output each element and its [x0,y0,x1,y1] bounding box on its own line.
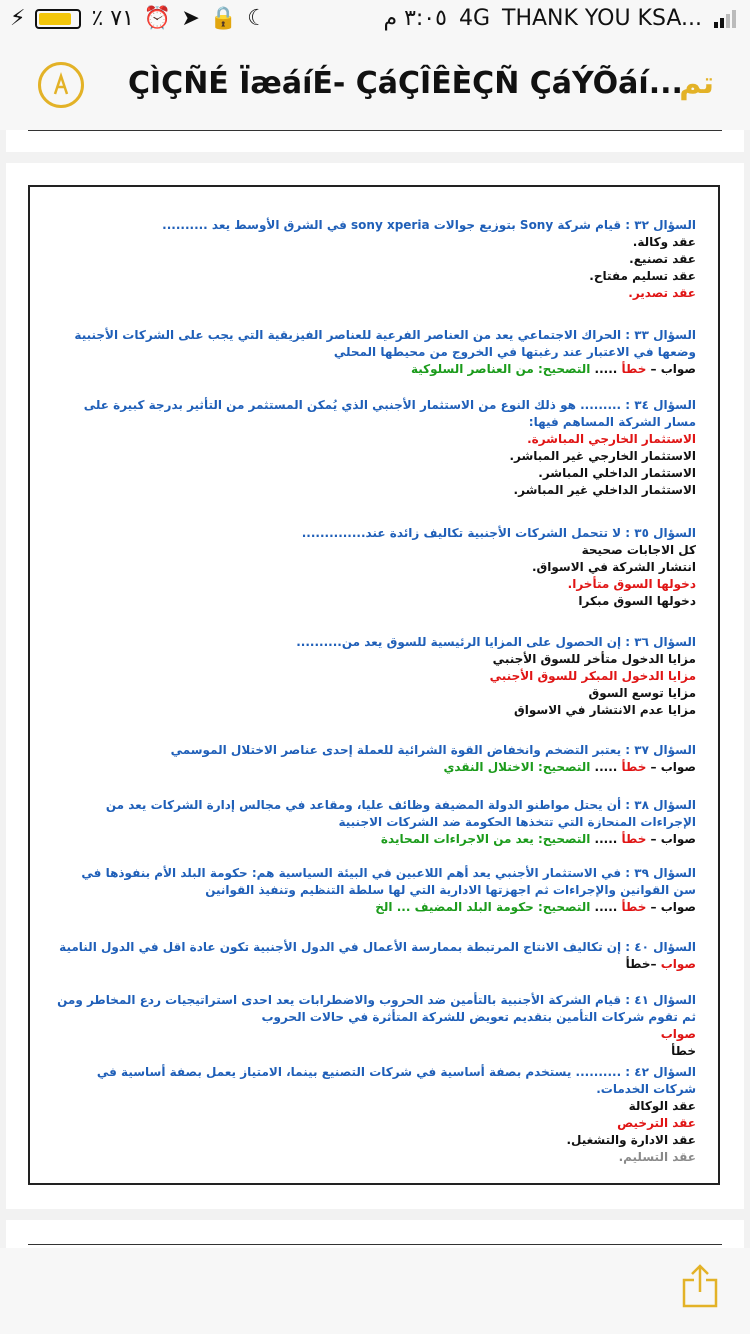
battery-percent: ٪ ٧١ [91,6,134,31]
answer-option: عقد وكالة. [632,235,696,249]
question-text: السؤال ٣٨ : أن يحتل مواطنو الدولة المضيفة وظائف عليا، ومقاعد في مجالس إدارة الشركات يعد من الإجراءات المنحازة التي تتخذها الحكومة ضد الشركات الاجنبية [105,798,696,829]
bottom-toolbar [0,1248,750,1334]
question-text: السؤال ٤٠ : إن تكاليف الانتاج المرتبطة بممارسة الأعمال في الدول الأجنبية تكون عادة اقل في الدول النامية [59,940,696,954]
charging-icon: ⚡ [10,6,26,31]
answer-option: مزايا عدم الانتشار في الاسواق [514,703,696,717]
question-block [56,939,696,973]
correct-option: دخولها السوق متأخرا. [567,577,696,591]
correction-text: التصحيح: حكومة البلد المضيف ... الخ [375,900,591,914]
correct-option: عقد الترخيص [617,1116,696,1130]
pen-icon [48,72,74,98]
question-block [56,634,696,719]
answer-option: مزايا الدخول متأخر للسوق الأجنبي [492,652,696,666]
question-block [56,327,696,378]
rotation-lock-icon: 🔒 [209,6,238,31]
question-text: السؤال ٣٥ : لا تتحمل الشركات الأجنبية تكاليف زائدة عند.............. [301,526,696,540]
question-block [56,797,696,848]
answer-option: انتشار الشركة في الاسواق. [532,560,696,574]
answer-false-label: خطأ [625,957,651,971]
answer-false-label: خطأ [621,362,647,376]
correction-text: التصحيح: من العناصر السلوكية [410,362,591,376]
answer-option: عقد تسليم مفتاح. [589,269,696,283]
answer-true-label: صواب – [646,900,696,914]
answer-line [56,899,696,916]
correction-text: التصحيح: الاختلال النقدي [443,760,591,774]
signal-icon [714,10,736,28]
answer-false-label: خطأ [671,1044,696,1058]
document-title: ÇÌÇÑÉ ÏæáíÉ- ÇáÇÎÊÈÇÑ ÇáÝÕáí... [128,66,683,101]
document-frame [28,185,720,1185]
answer-false-label: خطأ [621,760,647,774]
correct-option: الاستثمار الخارجي المباشرة. [527,432,696,446]
location-icon: ➤ [181,6,200,31]
question-block [56,525,696,610]
done-button[interactable]: تم [679,66,714,101]
next-page [6,1220,744,1250]
markup-button[interactable] [38,62,84,108]
answer-separator: ..... [590,362,622,376]
answer-option: الاستثمار الخارجي غير المباشر. [509,449,696,463]
question-text: السؤال ٣٦ : إن الحصول على المزايا الرئيسية للسوق يعد من.......... [296,635,696,649]
answer-option: الاستثمار الداخلي المباشر. [538,466,696,480]
answer-option: عقد التسليم. [618,1150,696,1164]
question-block [56,992,696,1060]
clock: ٣:٠٥ م [383,6,447,31]
correct-option: عقد تصدير. [628,286,696,300]
moon-icon: ☾ [247,6,267,31]
answer-line [56,759,696,776]
answer-separator: ..... [590,900,622,914]
question-block [56,865,696,916]
answer-option: مزايا توسع السوق [588,686,696,700]
alarm-icon: ⏰ [143,6,172,31]
answer-true-label: صواب [660,957,696,971]
answer-false-label: خطأ [621,900,647,914]
answer-true-label: صواب – [646,362,696,376]
correct-option: مزايا الدخول المبكر للسوق الأجنبي [489,669,696,683]
carrier-name: THANK YOU KSA... [502,6,702,31]
answer-separator: ..... [590,832,622,846]
answer-option: الاستثمار الداخلي غير المباشر. [513,483,696,497]
status-bar [0,0,750,40]
question-block [56,217,696,302]
previous-page [6,130,744,152]
answer-true-label: صواب [660,1027,696,1041]
question-block [56,397,696,499]
question-text: السؤال ٣٤ : ......... هو ذلك النوع من الاستثمار الأجنبي الذي يُمكن المستثمر من التأثير بدرجة كبيرة على مسار الشركة المساهم فيها: [83,398,696,429]
answer-separator: ..... [590,760,622,774]
answer-true-label: صواب – [646,832,696,846]
question-block [56,742,696,776]
answer-option: دخولها السوق مبكرا [578,594,696,608]
question-text: السؤال ٣٣ : الحراك الاجتماعي يعد من العناصر الفرعية للعناصر الفيزيقية التي يجب على الشركات الأجنبية وضعها في الاعتبار عند رغبتها في الخروج من محيطها المحلي [74,328,696,359]
answer-option: عقد تصنيع. [629,252,696,266]
answer-line [56,956,696,973]
network-type: 4G [458,6,490,31]
answer-false-label: خطأ [621,832,647,846]
battery-icon [35,9,81,29]
answer-separator: – [650,957,661,971]
answer-option: عقد الادارة والتشغيل. [566,1133,696,1147]
question-text: السؤال ٤١ : قيام الشركة الأجنبية بالتأمين ضد الحروب والاضطرابات يعد احدى استراتيجيات ردع المخاطر ومن ثم تقوم شركات التأمين بتقديم تعويض للشركة المتأثرة في حالات الحروب [57,993,696,1024]
answer-option: كل الاجابات صحيحة [581,543,696,557]
answer-line [56,831,696,848]
answer-line [56,361,696,378]
answer-option: عقد الوكالة [628,1099,696,1113]
question-text: السؤال ٤٢ : .......... يستخدم بصفة أساسية في شركات التصنيع بينما، الامتياز يعمل بصفة أساسية في شركات الخدمات. [96,1065,696,1096]
share-icon[interactable] [682,1264,718,1308]
answer-true-label: صواب – [646,760,696,774]
question-text: السؤال ٣٢ : قيام شركة Sony بتوزيع جوالات sony xperia في الشرق الأوسط يعد .......... [162,218,696,232]
status-left [10,6,267,31]
question-block [56,1064,696,1166]
status-right [383,6,736,31]
question-text: السؤال ٣٧ : يعتبر التضخم وانخفاض القوة الشرائية للعملة إحدى عناصر الاختلال الموسمي [170,743,696,757]
correction-text: التصحيح: يعد من الاجراءات المحايدة [380,832,591,846]
nav-bar [0,40,750,130]
question-text: السؤال ٣٩ : في الاستثمار الأجنبي يعد أهم اللاعبين في البيئة السياسية هم: حكومة البلد الأم بنفوذها في سن القوانين والإجراءات ثم اجهزتها الادارية التي لها سلطة التنظيم وتنفيذ القوانين [81,866,696,897]
